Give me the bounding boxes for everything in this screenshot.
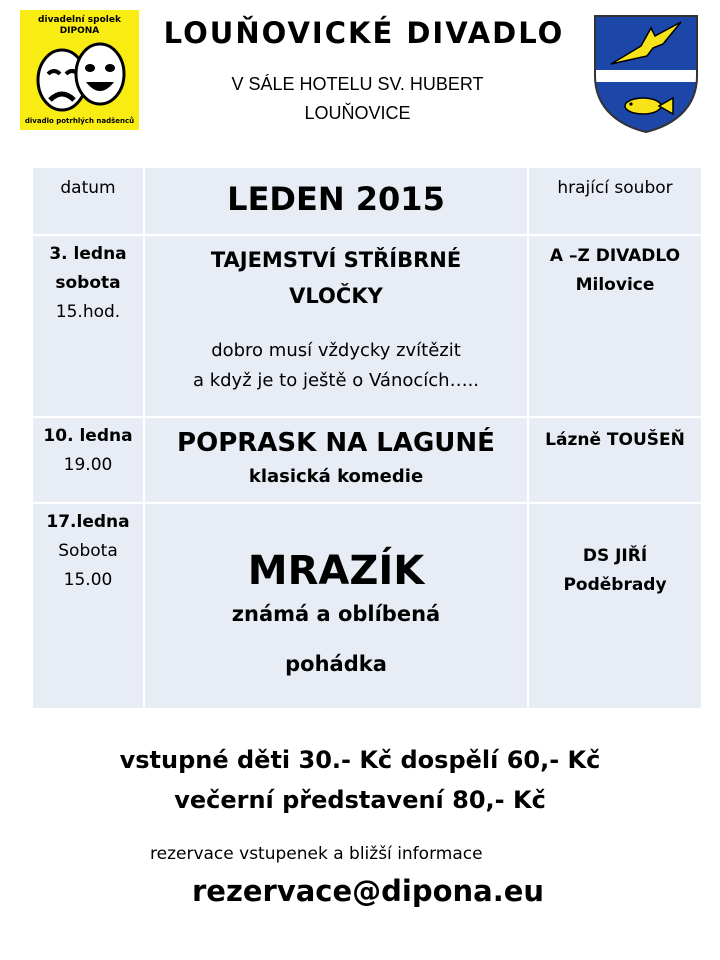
table-header-row xyxy=(32,167,702,235)
event-title: POPRASK NA LAGUNÉ xyxy=(177,428,495,458)
reservation-note: rezervace vstupenek a bližší informace xyxy=(150,844,483,864)
event-title: MRAZÍK xyxy=(247,548,425,594)
event-desc-line-1: známá a oblíbená xyxy=(231,602,441,626)
date-day: 10. ledna xyxy=(43,426,133,446)
event-info xyxy=(144,235,528,417)
price-evening: večerní představení 80,- Kč xyxy=(174,786,546,814)
event-desc-line-2: pohádka xyxy=(285,652,387,676)
table-row xyxy=(32,417,702,503)
date-time: 19.00 xyxy=(63,455,113,475)
logo-line-3: divadlo potrhlých nadšenců xyxy=(24,117,135,125)
page-title: LOUŇOVICKÉ DIVADLO xyxy=(163,16,565,50)
date-weekday: Sobota xyxy=(58,541,118,561)
ensemble-name: DS JIŘÍ xyxy=(582,546,648,566)
event-ensemble xyxy=(528,503,702,709)
event-date xyxy=(32,417,144,503)
table-row xyxy=(32,235,702,417)
logo-line-2: DIPONA xyxy=(59,26,100,36)
date-time: 15.hod. xyxy=(55,302,121,322)
town-crest-icon xyxy=(593,14,699,134)
date-time: 15.00 xyxy=(63,570,113,590)
event-desc-line-1: dobro musí vždycky zvítězit xyxy=(211,340,461,361)
date-weekday: sobota xyxy=(55,273,121,293)
event-ensemble xyxy=(528,235,702,417)
event-date xyxy=(32,503,144,709)
event-ensemble xyxy=(528,417,702,503)
event-description xyxy=(145,336,527,396)
venue xyxy=(140,70,575,128)
program-table xyxy=(31,166,703,710)
date-day: 17.ledna xyxy=(46,512,130,532)
col-ensemble-header: hrající soubor xyxy=(528,167,702,235)
price-children-adults: vstupné děti 30.- Kč dospělí 60,- Kč xyxy=(119,746,601,774)
event-info xyxy=(144,503,528,709)
venue-line-1: V SÁLE HOTELU SV. HUBERT xyxy=(231,74,484,94)
venue-line-2: LOUŇOVICE xyxy=(304,103,411,123)
ensemble-town: Poděbrady xyxy=(563,575,667,595)
date-day: 3. ledna xyxy=(49,244,127,264)
ensemble-town: Milovice xyxy=(575,275,655,295)
dipona-logo xyxy=(20,10,139,130)
col-date-header: datum xyxy=(32,167,144,235)
event-title-line-2: VLOČKY xyxy=(289,284,383,308)
event-title-line-1: TAJEMSTVÍ STŘÍBRNÉ xyxy=(210,248,462,272)
reservation-email-link[interactable]: rezervace@dipona.eu xyxy=(192,874,545,908)
event-info xyxy=(144,417,528,503)
month-header: LEDEN 2015 xyxy=(144,167,528,235)
event-title xyxy=(145,236,527,314)
theatre-masks-icon xyxy=(28,40,132,114)
logo-line-1: divadelní spolek xyxy=(38,15,121,25)
ensemble-name: A –Z DIVADLO xyxy=(549,246,681,266)
event-date xyxy=(32,235,144,417)
event-desc-line-2: a když je to ještě o Vánocích….. xyxy=(192,370,480,391)
ensemble-name: Lázně TOUŠEŇ xyxy=(545,430,685,450)
event-description: klasická komedie xyxy=(248,466,424,487)
table-row xyxy=(32,503,702,709)
